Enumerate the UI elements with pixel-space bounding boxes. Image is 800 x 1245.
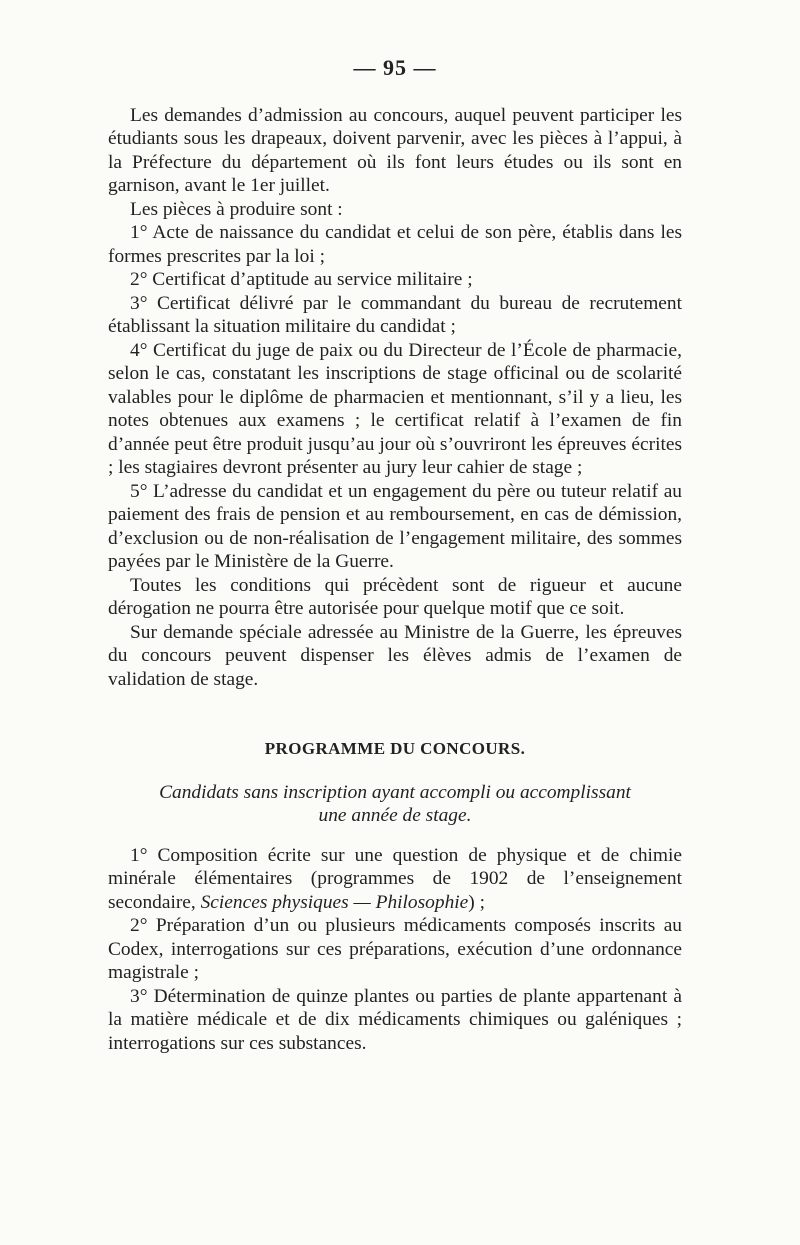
subtitle-line-2: une année de stage.	[318, 805, 472, 826]
paragraph-item-2: 2° Certificat d’aptitude au service militaire ;	[130, 269, 473, 290]
program-item-1-end: ) ;	[468, 891, 485, 913]
paragraph-admission	[108, 104, 682, 198]
paragraph-pieces-intro: Les pièces à produire sont :	[130, 198, 343, 220]
program-item-1	[108, 844, 682, 915]
page-number: — 95 —	[353, 55, 437, 80]
admission-text-part: Les demandes d’admission au concours, auquel peuvent participer les étudiants sous les drapeaux, doivent parvenir, avec les pièces à l’appui, à la Préfecture du département où ils font leurs études ou ils sont en garnison, avant le 1er juillet.	[108, 104, 682, 196]
document-page	[108, 56, 682, 1055]
program-item-2: 2° Préparation d’un ou plusieurs médicaments composés inscrits au Codex, interrogations sur ces préparations, exécution d’une ordonnance magistrale ;	[108, 915, 682, 983]
paragraph-item-4: 4° Certificat du juge de paix ou du Directeur de l’École de pharmacie, selon le cas, constatant les inscriptions de stage officinal ou de scolarité valables pour le diplôme de pharmacien et mentionnant, s’il y a lieu, les notes obtenues aux examens ; le certificat relatif à l’examen de fin d’année peut être produit jusqu’au jour où s’ouvriront les épreuves écrites ; les stagiaires devront présenter au jury leur cahier de stage ;	[108, 339, 682, 478]
program-item-1-start: 1° Composition écrite sur une question de physique et de chimie minérale élémentaires (programmes de 1902 de l’enseignement secondaire,	[108, 844, 682, 913]
paragraph-item-5: 5° L’adresse du candidat et un engagement du père ou tuteur relatif au paiement des frais de pension et au remboursement, en cas de démission, d’exclusion ou de non-réalisation de l’engagement militaire, des sommes payées par le Ministère de la Guerre.	[108, 480, 682, 572]
program-item-1-italic: Sciences physiques — Philosophie	[200, 891, 469, 913]
paragraph-item-1: 1° Acte de naissance du candidat et celui de son père, établis dans les formes prescrites par la loi ;	[108, 222, 682, 267]
paragraph-conditions: Toutes les conditions qui précèdent sont de rigueur et aucune dérogation ne pourra être autorisée pour quelque motif que ce soit.	[108, 574, 682, 619]
subtitle-line-1: Candidats sans inscription ayant accompli ou accomplissant	[159, 781, 631, 803]
section-subtitle	[108, 781, 682, 828]
section-title: PROGRAMME DU CONCOURS.	[264, 739, 526, 758]
paragraph-item-3: 3° Certificat délivré par le commandant du bureau de recrutement établissant la situation militaire du candidat ;	[108, 292, 682, 337]
program-item-3: 3° Détermination de quinze plantes ou parties de plante appartenant à la matière médicale et de dix médicaments chimiques ou galéniques ; interrogations sur ces substances.	[108, 985, 682, 1054]
paragraph-dispense: Sur demande spéciale adressée au Ministre de la Guerre, les épreuves du concours peuvent dispenser les élèves admis de l’examen de validation de stage.	[108, 621, 682, 690]
